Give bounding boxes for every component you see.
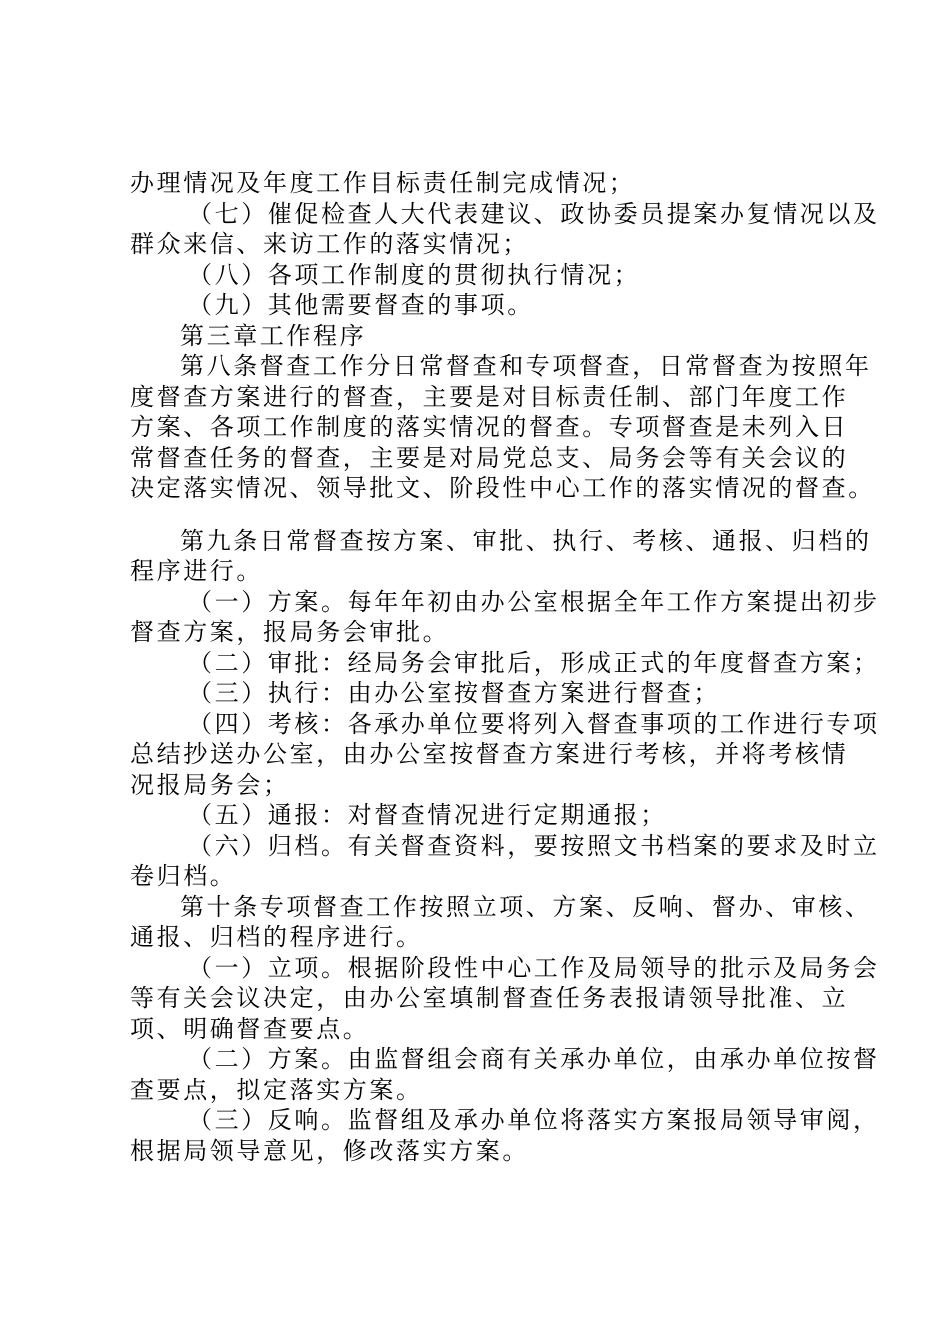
paragraph-line: 况报局务会； [130,770,290,799]
paragraph-line: 卷归档。 [130,862,237,890]
paragraph-line: 群众来信、来访工作的落实情况； [130,230,529,258]
paragraph-line: （五）通报：对督查情况进行定期通报； [188,801,667,829]
paragraph-line: （三）执行：由办公室按督查方案进行督查； [188,679,720,707]
paragraph-line: 方案、各项工作制度的落实情况的督查。专项督查是未列入日 [130,413,849,441]
blank-line [130,504,850,526]
paragraph-line: 常督查任务的督查，主要是对局党总支、局务会等有关会议的 [130,443,849,472]
document-body [130,168,880,1166]
paragraph-line: 程序进行。 [130,557,263,585]
chapter-heading: 第三章工作程序 [180,321,367,350]
paragraph-line: （二）审批：经局务会审批后，形成正式的年度督查方案； [188,648,880,677]
paragraph-line: （一）立项。根据阶段性中心工作及局领导的批示及局务会 [188,953,880,982]
paragraph-line: 查要点，拟定落实方案。 [130,1075,423,1104]
paragraph-line: （九）其他需要督查的事项。 [188,291,534,319]
paragraph-line: 第九条日常督查按方案、审批、执行、考核、通报、归档的 [180,526,872,555]
paragraph-line: 根据局领导意见，修改落实方案。 [130,1136,529,1165]
paragraph-line: （六）归档。有关督查资料，要按照文书档案的要求及时立 [188,831,880,860]
paragraph-line: （一）方案。每年年初由办公室根据全年工作方案提出初步 [188,587,880,616]
paragraph-line: 第八条督查工作分日常督查和专项督查，日常督查为按照年 [180,352,872,380]
paragraph-line: 办理情况及年度工作目标责任制完成情况； [130,169,636,197]
paragraph-line: 等有关会议决定，由办公室填制督查任务表报请领导批准、立 [130,984,849,1012]
paragraph-line: 第十条专项督查工作按照立项、方案、反响、督办、审核、 [180,892,872,921]
paragraph-line: （八）各项工作制度的贯彻执行情况； [188,260,641,289]
paragraph-line: 项、明确督查要点。 [130,1014,370,1043]
paragraph-line: 通报、归档的程序进行。 [130,923,423,951]
paragraph-line: （二）方案。由监督组会商有关承办单位，由承办单位按督 [188,1045,880,1073]
paragraph-line: 决定落实情况、领导批文、阶段性中心工作的落实情况的督查。 [130,474,875,502]
paragraph-line: （三）反响。监督组及承办单位将落实方案报局领导审阅， [188,1106,880,1134]
paragraph-line: 总结抄送办公室，由办公室按督查方案进行考核，并将考核情 [130,740,849,768]
paragraph-line: 督查方案，报局务会审批。 [130,618,450,646]
paragraph-line: （七）催促检查人大代表建议、政协委员提案办复情况以及 [188,199,880,228]
paragraph-line: （四）考核：各承办单位要将列入督查事项的工作进行专项 [188,709,880,738]
paragraph-line: 度督查方案进行的督查，主要是对目标责任制、部门年度工作 [130,382,849,411]
